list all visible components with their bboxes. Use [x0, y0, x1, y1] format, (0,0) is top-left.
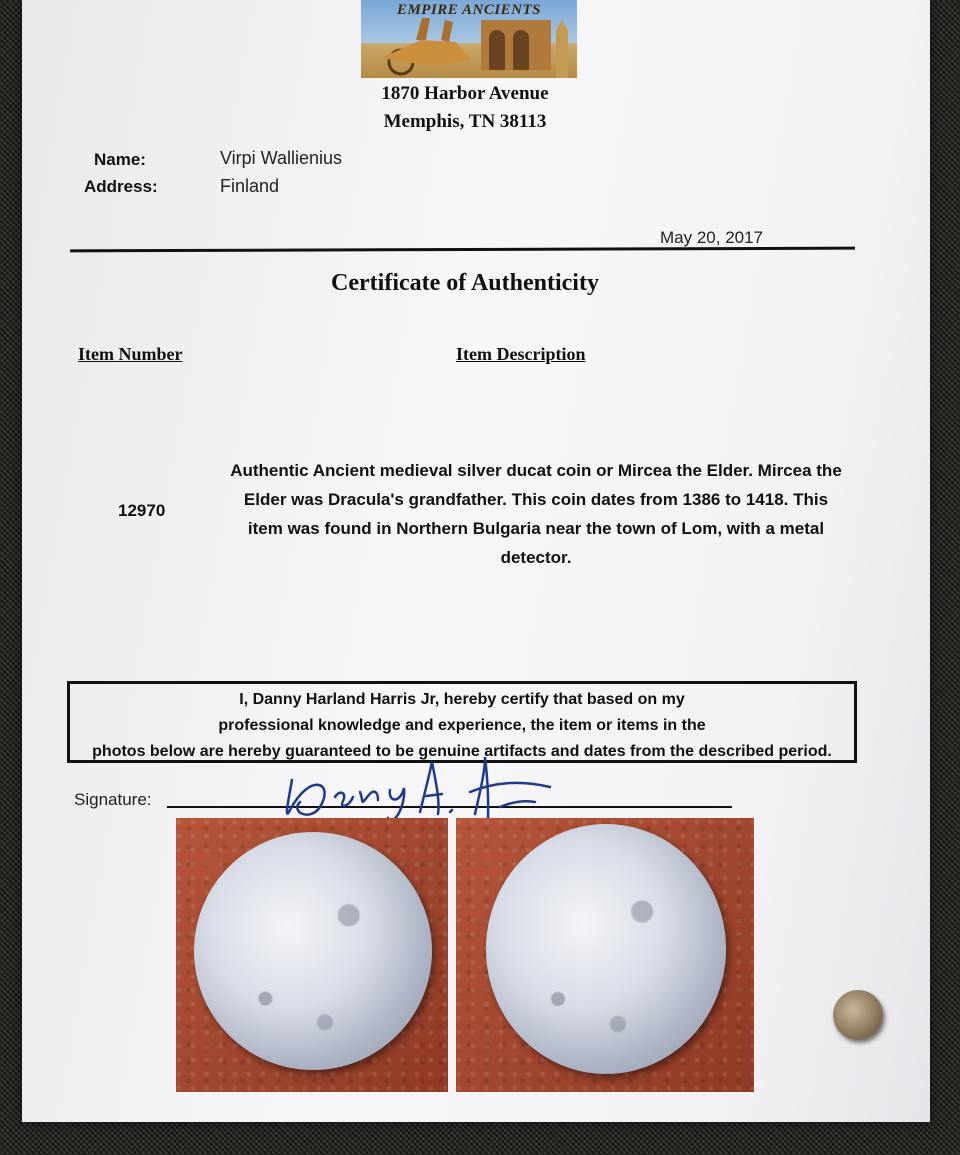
- silver-coin-photo-icon: [486, 824, 726, 1074]
- certificate-title: Certificate of Authenticity: [331, 270, 599, 296]
- item-description-value: Authentic Ancient medieval silver ducat coin or Mircea the Elder. Mircea the Elder was Dracula's grandfather. This coin dates from 1386 to 1418. This item was found in Northern Bulgaria near the town of Lom, with a metal detector.: [230, 461, 842, 567]
- chariot-statue-logo-icon: [361, 0, 577, 78]
- certification-line-1: I, Danny Harland Harris Jr, hereby certify that based on my: [239, 691, 685, 708]
- certification-line-2: professional knowledge and experience, the item or items in the: [218, 717, 706, 734]
- coin-icon: [833, 990, 883, 1040]
- coin-photo-reverse: [456, 818, 754, 1092]
- silver-coin-photo-icon: [194, 832, 432, 1070]
- item-number-header: Item Number: [78, 344, 183, 364]
- address-street: 1870 Harbor Avenue: [381, 83, 549, 104]
- certificate-date: May 20, 2017: [660, 228, 764, 247]
- name-label: Name:: [94, 150, 146, 169]
- coin-photo-obverse: [176, 818, 448, 1092]
- certification-line-3: photos below are hereby guaranteed to be genuine artifacts and dates from the described period.: [92, 743, 832, 760]
- address-city: Memphis, TN 38113: [383, 111, 547, 132]
- address-value: Finland: [220, 176, 280, 196]
- signature-label: Signature:: [74, 790, 152, 809]
- logo-text: EMPIRE ANCIENTS: [396, 2, 542, 18]
- certification-box: [67, 681, 857, 763]
- name-value: Virpi Wallienius: [220, 148, 343, 168]
- item-description-header: Item Description: [456, 344, 586, 364]
- item-number-value: 12970: [118, 501, 166, 520]
- address-label: Address:: [84, 177, 158, 196]
